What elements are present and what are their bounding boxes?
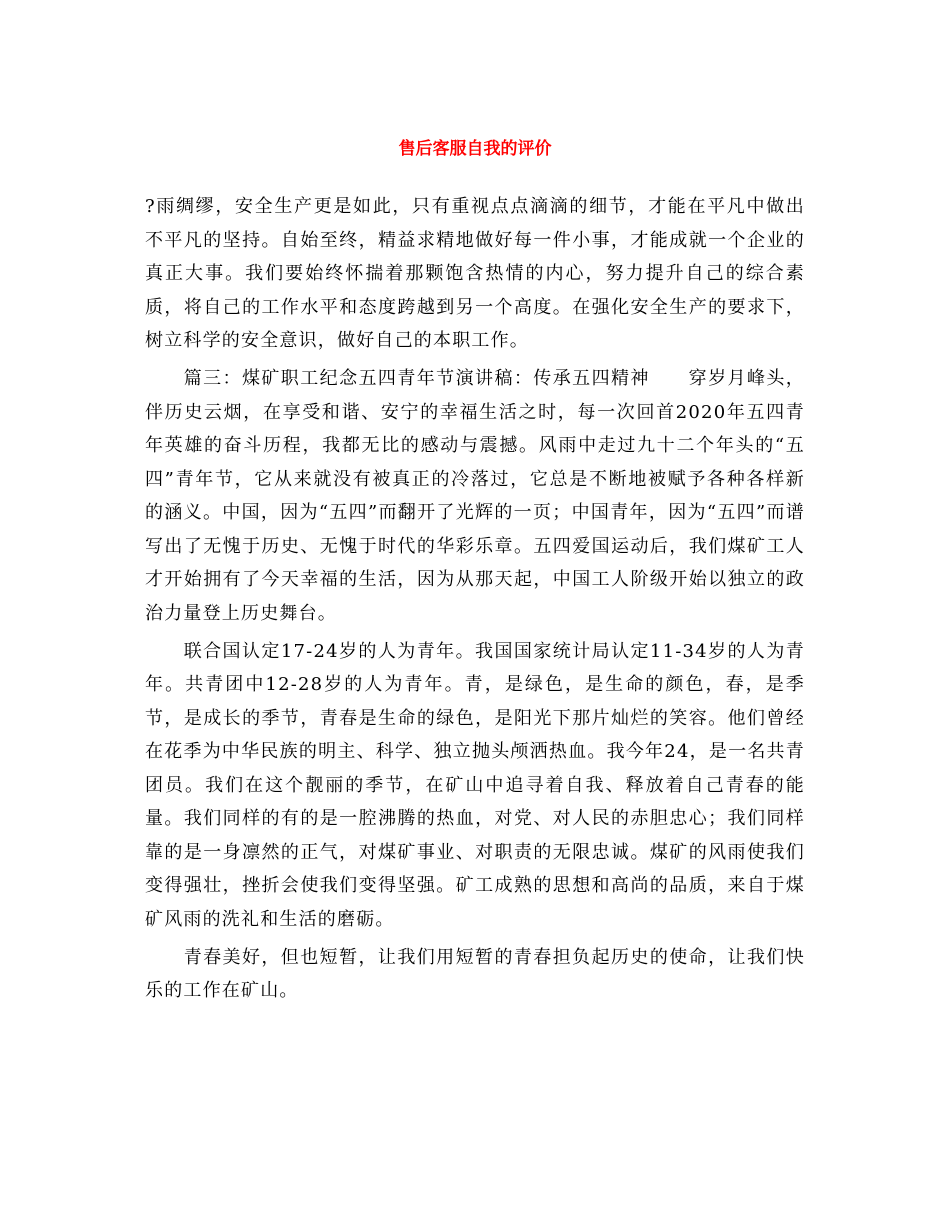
document-title: 售后客服自我的评价 [398,139,552,159]
paragraph-3: 联合国认定17-24岁的人为青年。我国国家统计局认定11-34岁的人为青年。共青团中12-28岁的人为青年。青，是绿色，是生命的颜色，春，是季节，是成长的季节，青春是生命的绿色，是阳光下那片灿烂的笑容。他们曾经在花季为中华民族的明主、科学、独立抛头颅洒热血。我今年24，是一名共青团员。我们在这个靓丽的季节，在矿山中追寻着自我、释放着自己青春的能量。我们同样的有的是一腔沸腾的热血，对党、对人民的赤胆忠心；我们同样靠的是一身凛然的正气，对煤矿事业、对职责的无限忠诚。煤矿的风雨使我们变得强壮，挫折会使我们变得坚强。矿工成熟的思想和高尚的品质，来自于煤矿风雨的洗礼和生活的磨砺。 [145,640,805,930]
paragraph-2: 篇三：煤矿职工纪念五四青年节演讲稿：传承五四精神 穿岁月峰头，伴历史云烟，在享受和谐、安宁的幸福生活之时，每一次回首2020年五四青年英雄的奋斗历程，我都无比的感动与震撼。风雨中走过九十二个年头的“五四”青年节，它从来就没有被真正的冷落过，它总是不断地被赋予各种各样新的涵义。中国，因为“五四”而翻开了光辉的一页；中国青年，因为“五四”而谱写出了无愧于历史、无愧于时代的华彩乐章。五四爱国运动后，我们煤矿工人才开始拥有了今天幸福的生活，因为从那天起，中国工人阶级开始以独立的政治力量登上历史舞台。 [145,368,805,624]
paragraph-4: 青春美好，但也短暂，让我们用短暂的青春担负起历史的使命，让我们快乐的工作在矿山。 [145,946,805,1001]
paragraph-1: ?雨绸缪，安全生产更是如此，只有重视点点滴滴的细节，才能在平凡中做出不平凡的坚持。自始至终，精益求精地做好每一件小事，才能成就一个企业的真正大事。我们要始终怀揣着那颗饱含热情的内心，努力提升自己的综合素质，将自己的工作水平和态度跨越到另一个高度。在强化安全生产的要求下，树立科学的安全意识，做好自己的本职工作。 [145,196,805,351]
document-body [145,190,805,1012]
